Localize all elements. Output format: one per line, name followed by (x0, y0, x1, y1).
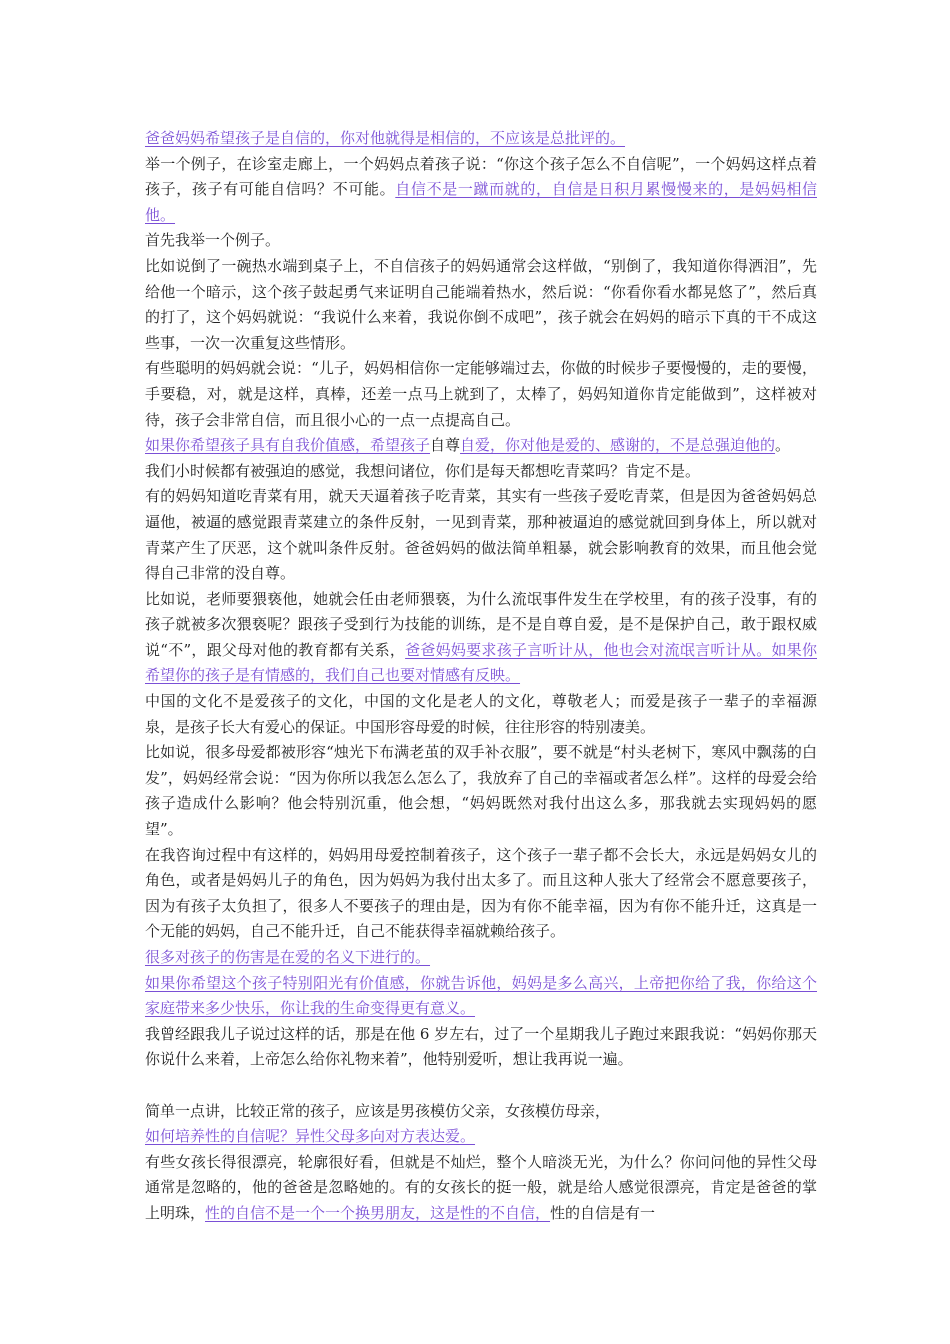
hyperlink[interactable]: 爸爸妈妈希望孩子是自信的，你对他就得是相信的，不应该是总批评的。 (145, 129, 626, 147)
hyperlink[interactable]: 性的自信不是一个一个换男朋友，这是性的不自信， (205, 1203, 551, 1222)
paragraph-text: 自尊 (430, 436, 461, 455)
paragraph-text: 首先我举一个例子。 (145, 231, 281, 250)
paragraph-text: 中国的文化不是爱孩子的文化，中国的文化是老人的文化，尊敬老人；而爱是孩子一辈子的幸福源泉，是孩子长大有爱心的保证。中国形容母爱的时候，往往形容的特别凄美。 (145, 692, 817, 736)
paragraph (145, 971, 817, 1022)
paragraph (145, 945, 817, 971)
blank-line (145, 1073, 817, 1099)
hyperlink[interactable]: 自信不是一蹴而就的，自信是日积月累慢慢来的，是妈妈相信他。 (145, 180, 817, 224)
paragraph (145, 356, 817, 433)
paragraph (145, 740, 817, 842)
hyperlink[interactable]: 自爱，你对他是爱的、感谢的，不是总强迫他的 (460, 436, 776, 455)
hyperlink[interactable]: 很多对孩子的伤害是在爱的名义下进行的。 (145, 948, 431, 966)
hyperlink[interactable]: 如何培养性的自信呢？异性父母多向对方表达爱。 (145, 1127, 476, 1146)
paragraph (145, 689, 817, 740)
paragraph-text: 我曾经跟我儿子说过这样的话，那是在他 6 岁左右，过了一个星期我儿子跑过来跟我说：“妈妈你那天你说什么来着，上帝怎么给你礼物来着”，他特别爱听，想让我再说一遍。 (145, 1024, 817, 1069)
paragraph (145, 152, 817, 229)
paragraph-text: 我们小时候都有被强迫的感觉，我想问诸位，你们是每天都想吃青菜吗？肯定不是。 (145, 461, 701, 480)
paragraph-text: 比如说倒了一碗热水端到桌子上，不自信孩子的妈妈通常会这样做，“别倒了，我知道你得洒泪”，先给他一个暗示，这个孩子鼓起勇气来证明自己能端着热水，然后说：“你看你看水都晃悠了”，然后真的打了，这个妈妈就说：“我说什么来着，我说你倒不成吧”，孩子就会在妈妈的暗示下真的干不成这些事，一次一次重复这些情形。 (145, 256, 817, 352)
paragraph-text: 举一个例子，在诊室走廊上，一个妈妈点着孩子说：“你这个孩子怎么不自信呢”，一个妈妈这样点着孩子，孩子有可能自信吗？不可能。 (145, 154, 817, 199)
document-body (145, 126, 817, 1227)
paragraph-text: 比如说，很多母爱都被形容“烛光下布满老茧的双手补衣服”，要不就是“村头老树下，寒风中飘荡的白发”，妈妈经常会说：“因为你所以我怎么怎么了，我放弃了自己的幸福或者怎么样”。这样的母爱会给孩子造成什么影响？他会特别沉重，他会想，“妈妈既然对我付出这么多，那我就去实现妈妈的愿望”。 (145, 743, 817, 839)
paragraph (145, 433, 817, 459)
paragraph-text: 简单一点讲，比较正常的孩子，应该是男孩模仿父亲，女孩模仿母亲， (145, 1101, 611, 1120)
hyperlink[interactable]: 爸爸妈妈要求孩子言听计从，他也会对流氓言听计从。如果你希望你的孩子是有情感的，我们自己也要对情感有反映。 (145, 640, 817, 685)
paragraph-text: 。 (775, 436, 791, 455)
paragraph (145, 843, 817, 945)
paragraph (145, 459, 817, 485)
paragraph (145, 228, 817, 254)
paragraph (145, 484, 817, 586)
paragraph (145, 1022, 817, 1073)
paragraph-text: 性的自信是有一 (550, 1203, 656, 1222)
paragraph-text: 比如说，老师要猥亵他，她就会任由老师猥亵，为什么流氓事件发生在学校里，有的孩子没事，有的孩子就被多次猥亵呢？跟孩子受到行为技能的训练，是不是自尊自爱，是不是保护自己，敢于跟权威说“不”，跟父母对他的教育都有关系， (145, 589, 817, 659)
paragraph (145, 1099, 817, 1125)
paragraph (145, 1124, 817, 1150)
paragraph (145, 254, 817, 356)
paragraph-text: 有些聪明的妈妈就会说：“儿子，妈妈相信你一定能够端过去，你做的时候步子要慢慢的，走的要慢，手要稳，对，就是这样，真棒，还差一点马上就到了，太棒了，妈妈知道你肯定能做到”，这样被对待，孩子会非常自信，而且很小心的一点一点提高自己。 (145, 359, 817, 429)
paragraph-text: 在我咨询过程中有这样的，妈妈用母爱控制着孩子，这个孩子一辈子都不会长大，永远是妈妈女儿的角色，或者是妈妈儿子的角色，因为妈妈为我付出太多了。而且这种人张大了经常会不愿意要孩子，因为有孩子太负担了，很多人不要孩子的理由是，因为有你不能幸福，因为有你不能升迁，这真是一个无能的妈妈，自己不能升迁，自己不能获得幸福就赖给孩子。 (145, 845, 817, 941)
hyperlink[interactable]: 如果你希望这个孩子特别阳光有价值感，你就告诉他，妈妈是多么高兴，上帝把你给了我，你给这个家庭带来多少快乐，你让我的生命变得更有意义。 (145, 973, 817, 1018)
paragraph (145, 126, 817, 152)
paragraph (145, 587, 817, 689)
paragraph-text: 有些女孩长得很漂亮，轮廓很好看，但就是不灿烂，整个人暗淡无光，为什么？你问问他的异性父母通常是忽略的，他的爸爸是忽略她的。有的女孩长的挺一般，就是给人感觉很漂亮，肯定是爸爸的掌上明珠， (145, 1152, 817, 1222)
hyperlink[interactable]: 如果你希望孩子具有自我价值感，希望孩子 (145, 436, 431, 455)
paragraph-text: 有的妈妈知道吃青菜有用，就天天逼着孩子吃青菜，其实有一些孩子爱吃青菜，但是因为爸爸妈妈总逼他，被逼的感觉跟青菜建立的条件反射，一见到青菜，那种被逼迫的感觉就回到身体上，所以就对青菜产生了厌恶，这个就叫条件反射。爸爸妈妈的做法简单粗暴，就会影响教育的效果，而且他会觉得自己非常的没自尊。 (145, 487, 817, 583)
paragraph (145, 1150, 817, 1227)
